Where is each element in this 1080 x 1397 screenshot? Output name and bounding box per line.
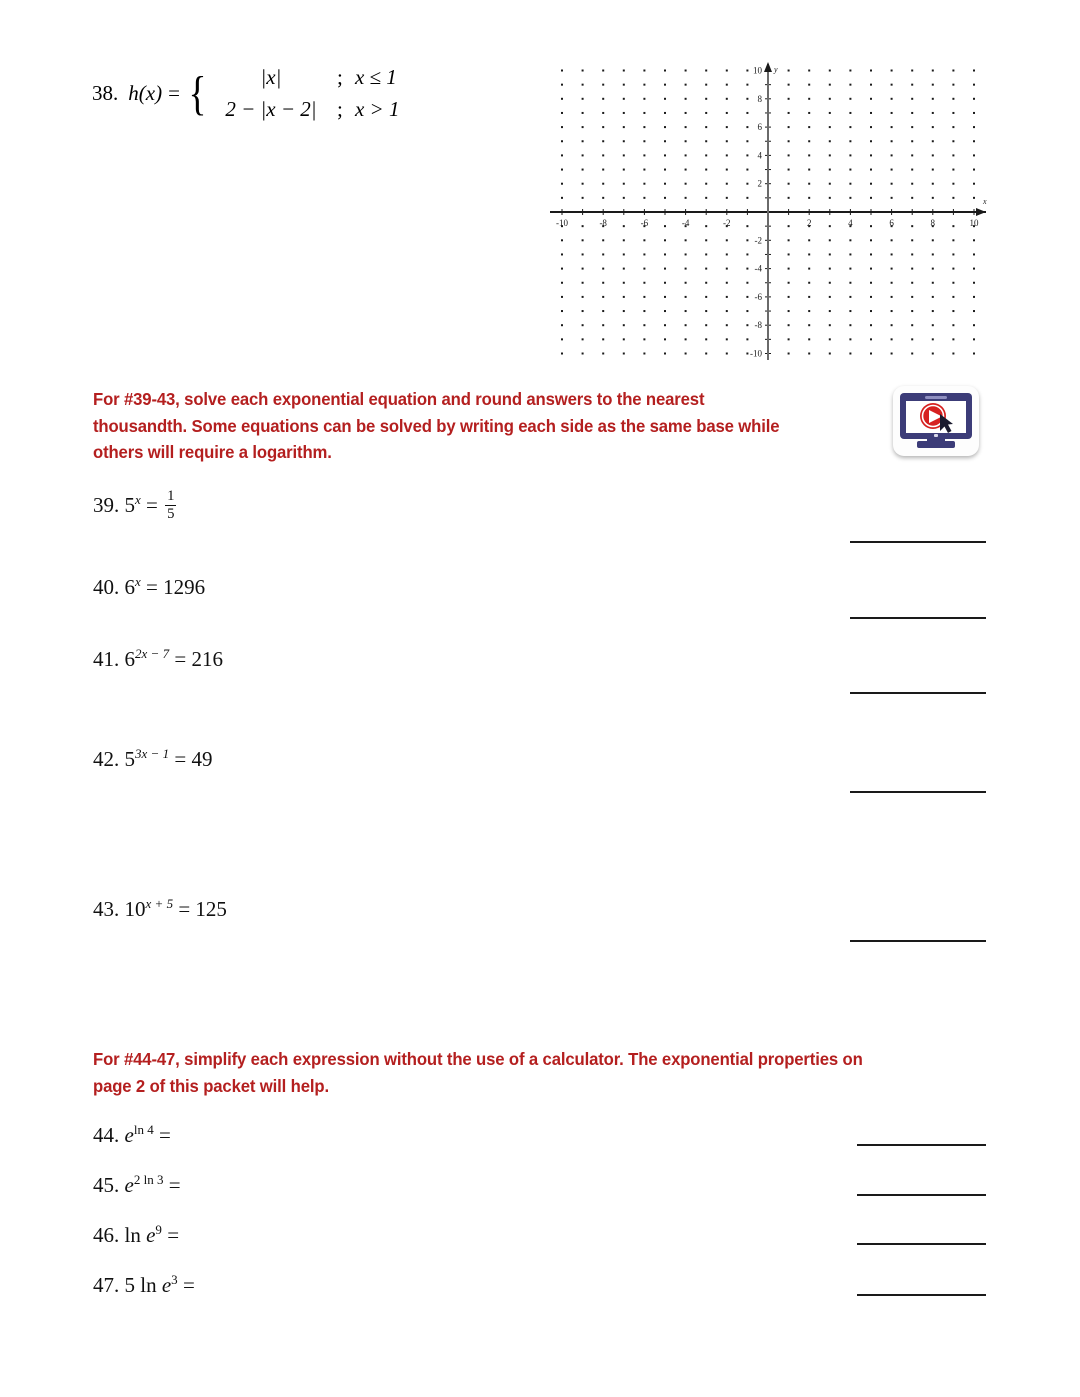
problem-47: [93, 1272, 195, 1298]
y-tick-label: 8: [757, 93, 762, 104]
y-axis-label: y: [774, 65, 778, 74]
problem-47-coefficient: 5: [124, 1273, 135, 1297]
problem-45-equals: =: [168, 1173, 181, 1197]
problem-40-base: 6: [124, 575, 135, 599]
problem-45-exponent: 2 ln 3: [133, 1172, 164, 1187]
problem-38-case-2: [211, 94, 400, 126]
answer-blank-45[interactable]: [857, 1194, 986, 1196]
problem-38-equals: =: [168, 81, 180, 105]
y-tick-label: -2: [754, 235, 762, 246]
problem-44-equals: =: [158, 1123, 171, 1147]
problem-42-number: 42.: [93, 747, 120, 771]
problem-38: [92, 62, 399, 125]
x-tick-label: -6: [640, 218, 649, 228]
x-tick-label: -8: [599, 218, 607, 228]
problem-38-cases: [211, 62, 400, 125]
problem-43-base: 10: [124, 897, 146, 921]
problem-47-prefix: ln: [140, 1273, 157, 1297]
answer-blank-42[interactable]: [850, 791, 986, 793]
answer-blank-43[interactable]: [850, 940, 986, 942]
problem-40-rhs: 1296: [163, 575, 206, 599]
problem-39-fraction: [165, 489, 176, 523]
case-1-separator: ;: [337, 65, 343, 89]
problem-44-base: e: [124, 1123, 134, 1147]
video-lesson-icon[interactable]: [893, 386, 979, 456]
problem-47-exponent: 3: [171, 1272, 178, 1287]
answer-blank-40[interactable]: [850, 617, 986, 619]
x-tick-label: 10: [969, 218, 979, 228]
case-2-separator: ;: [337, 96, 343, 121]
problem-41: [93, 646, 223, 672]
problem-44-number: 44.: [93, 1123, 120, 1147]
problem-42-exponent: 3x − 1: [135, 746, 170, 761]
problem-43-number: 43.: [93, 897, 120, 921]
problem-39: [93, 489, 178, 523]
problem-42-equals: =: [174, 747, 187, 771]
x-tick-label: -2: [723, 218, 731, 228]
problem-46-number: 46.: [93, 1223, 120, 1247]
x-tick-label: 6: [889, 218, 894, 228]
y-tick-label: -4: [754, 263, 762, 274]
problem-46-exponent: 9: [155, 1222, 162, 1237]
case-1-condition: x ≤ 1: [354, 65, 397, 89]
problem-38-case-1: [211, 62, 400, 94]
problem-46-base: e: [146, 1223, 156, 1247]
answer-blank-47[interactable]: [857, 1294, 986, 1296]
instructions-39-43: [93, 386, 847, 466]
problem-40-exponent: x: [135, 574, 141, 589]
problem-40-number: 40.: [93, 575, 120, 599]
instructions-44-47: [93, 1046, 957, 1099]
problem-41-number: 41.: [93, 647, 120, 671]
problem-38-number: 38.: [92, 81, 119, 105]
x-tick-label: -10: [556, 218, 568, 228]
x-tick-label: 2: [806, 218, 812, 228]
y-tick-label: 6: [757, 122, 762, 133]
problem-42-rhs: 49: [191, 747, 213, 771]
case-2-expression: 2 − |x − 2|: [225, 96, 317, 121]
problem-47-equals: =: [182, 1273, 195, 1297]
x-tick-label: -4: [681, 218, 690, 228]
problem-39-numerator: 1: [167, 488, 175, 504]
problem-45-base: e: [124, 1173, 134, 1197]
problem-45-number: 45.: [93, 1173, 120, 1197]
answer-blank-41[interactable]: [850, 692, 986, 694]
problem-39-exponent: x: [135, 492, 141, 508]
problem-41-exponent: 2x − 7: [135, 646, 170, 661]
problem-43-exponent: x + 5: [145, 896, 174, 911]
y-tick-label: 10: [753, 65, 762, 76]
case-2-condition: x > 1: [354, 96, 400, 121]
problem-41-rhs: 216: [191, 647, 223, 671]
problem-39-denominator: 5: [167, 506, 175, 523]
x-axis-label: x: [983, 197, 987, 206]
problem-46: [93, 1222, 179, 1248]
x-tick-label: 4: [848, 218, 853, 228]
problem-46-prefix: ln: [124, 1223, 141, 1247]
instructions-39-43-line3: others will require a logarithm.: [93, 442, 332, 463]
problem-47-number: 47.: [93, 1273, 120, 1297]
y-tick-label: -6: [754, 291, 762, 302]
problem-41-equals: =: [174, 647, 187, 671]
problem-46-equals: =: [167, 1223, 180, 1247]
problem-45: [93, 1172, 181, 1198]
problem-44-exponent: ln 4: [133, 1122, 154, 1137]
problem-39-number: 39.: [93, 493, 120, 518]
problem-42: [93, 746, 212, 772]
instructions-44-47-line1: For #44-47, simplify each expression without the use of a calculator. The exponential properties on: [93, 1049, 863, 1069]
y-tick-label: 4: [757, 150, 762, 161]
y-tick-label: -10: [750, 348, 762, 359]
answer-blank-39[interactable]: [850, 541, 986, 543]
instructions-39-43-line1: For #39-43, solve each exponential equation and round answers to the nearest: [93, 389, 705, 409]
problem-39-equals: =: [146, 493, 158, 518]
problem-44: [93, 1122, 171, 1148]
problem-43: [93, 896, 227, 922]
piecewise-brace-icon: {: [188, 66, 207, 120]
problem-38-function: h(x): [128, 81, 163, 105]
problem-39-base: 5: [124, 493, 135, 518]
problem-40-equals: =: [146, 575, 158, 599]
coordinate-plane-grid: [546, 58, 998, 368]
instructions-44-47-line2: page 2 of this packet will help.: [93, 1075, 329, 1096]
problem-43-rhs: 125: [195, 897, 227, 921]
problem-43-equals: =: [178, 897, 191, 921]
problem-41-base: 6: [124, 647, 135, 671]
instructions-39-43-line2: thousandth. Some equations can be solved by writing each side as the same base while: [93, 415, 780, 436]
y-tick-label: -8: [754, 320, 762, 331]
problem-47-base: e: [161, 1273, 172, 1297]
x-tick-label: 8: [930, 218, 936, 228]
problem-40: [93, 574, 205, 600]
problem-42-base: 5: [124, 747, 135, 771]
answer-blank-44[interactable]: [857, 1144, 986, 1146]
case-1-expression: |x|: [260, 65, 282, 89]
answer-blank-46[interactable]: [857, 1243, 986, 1245]
y-tick-label: 2: [757, 178, 762, 189]
